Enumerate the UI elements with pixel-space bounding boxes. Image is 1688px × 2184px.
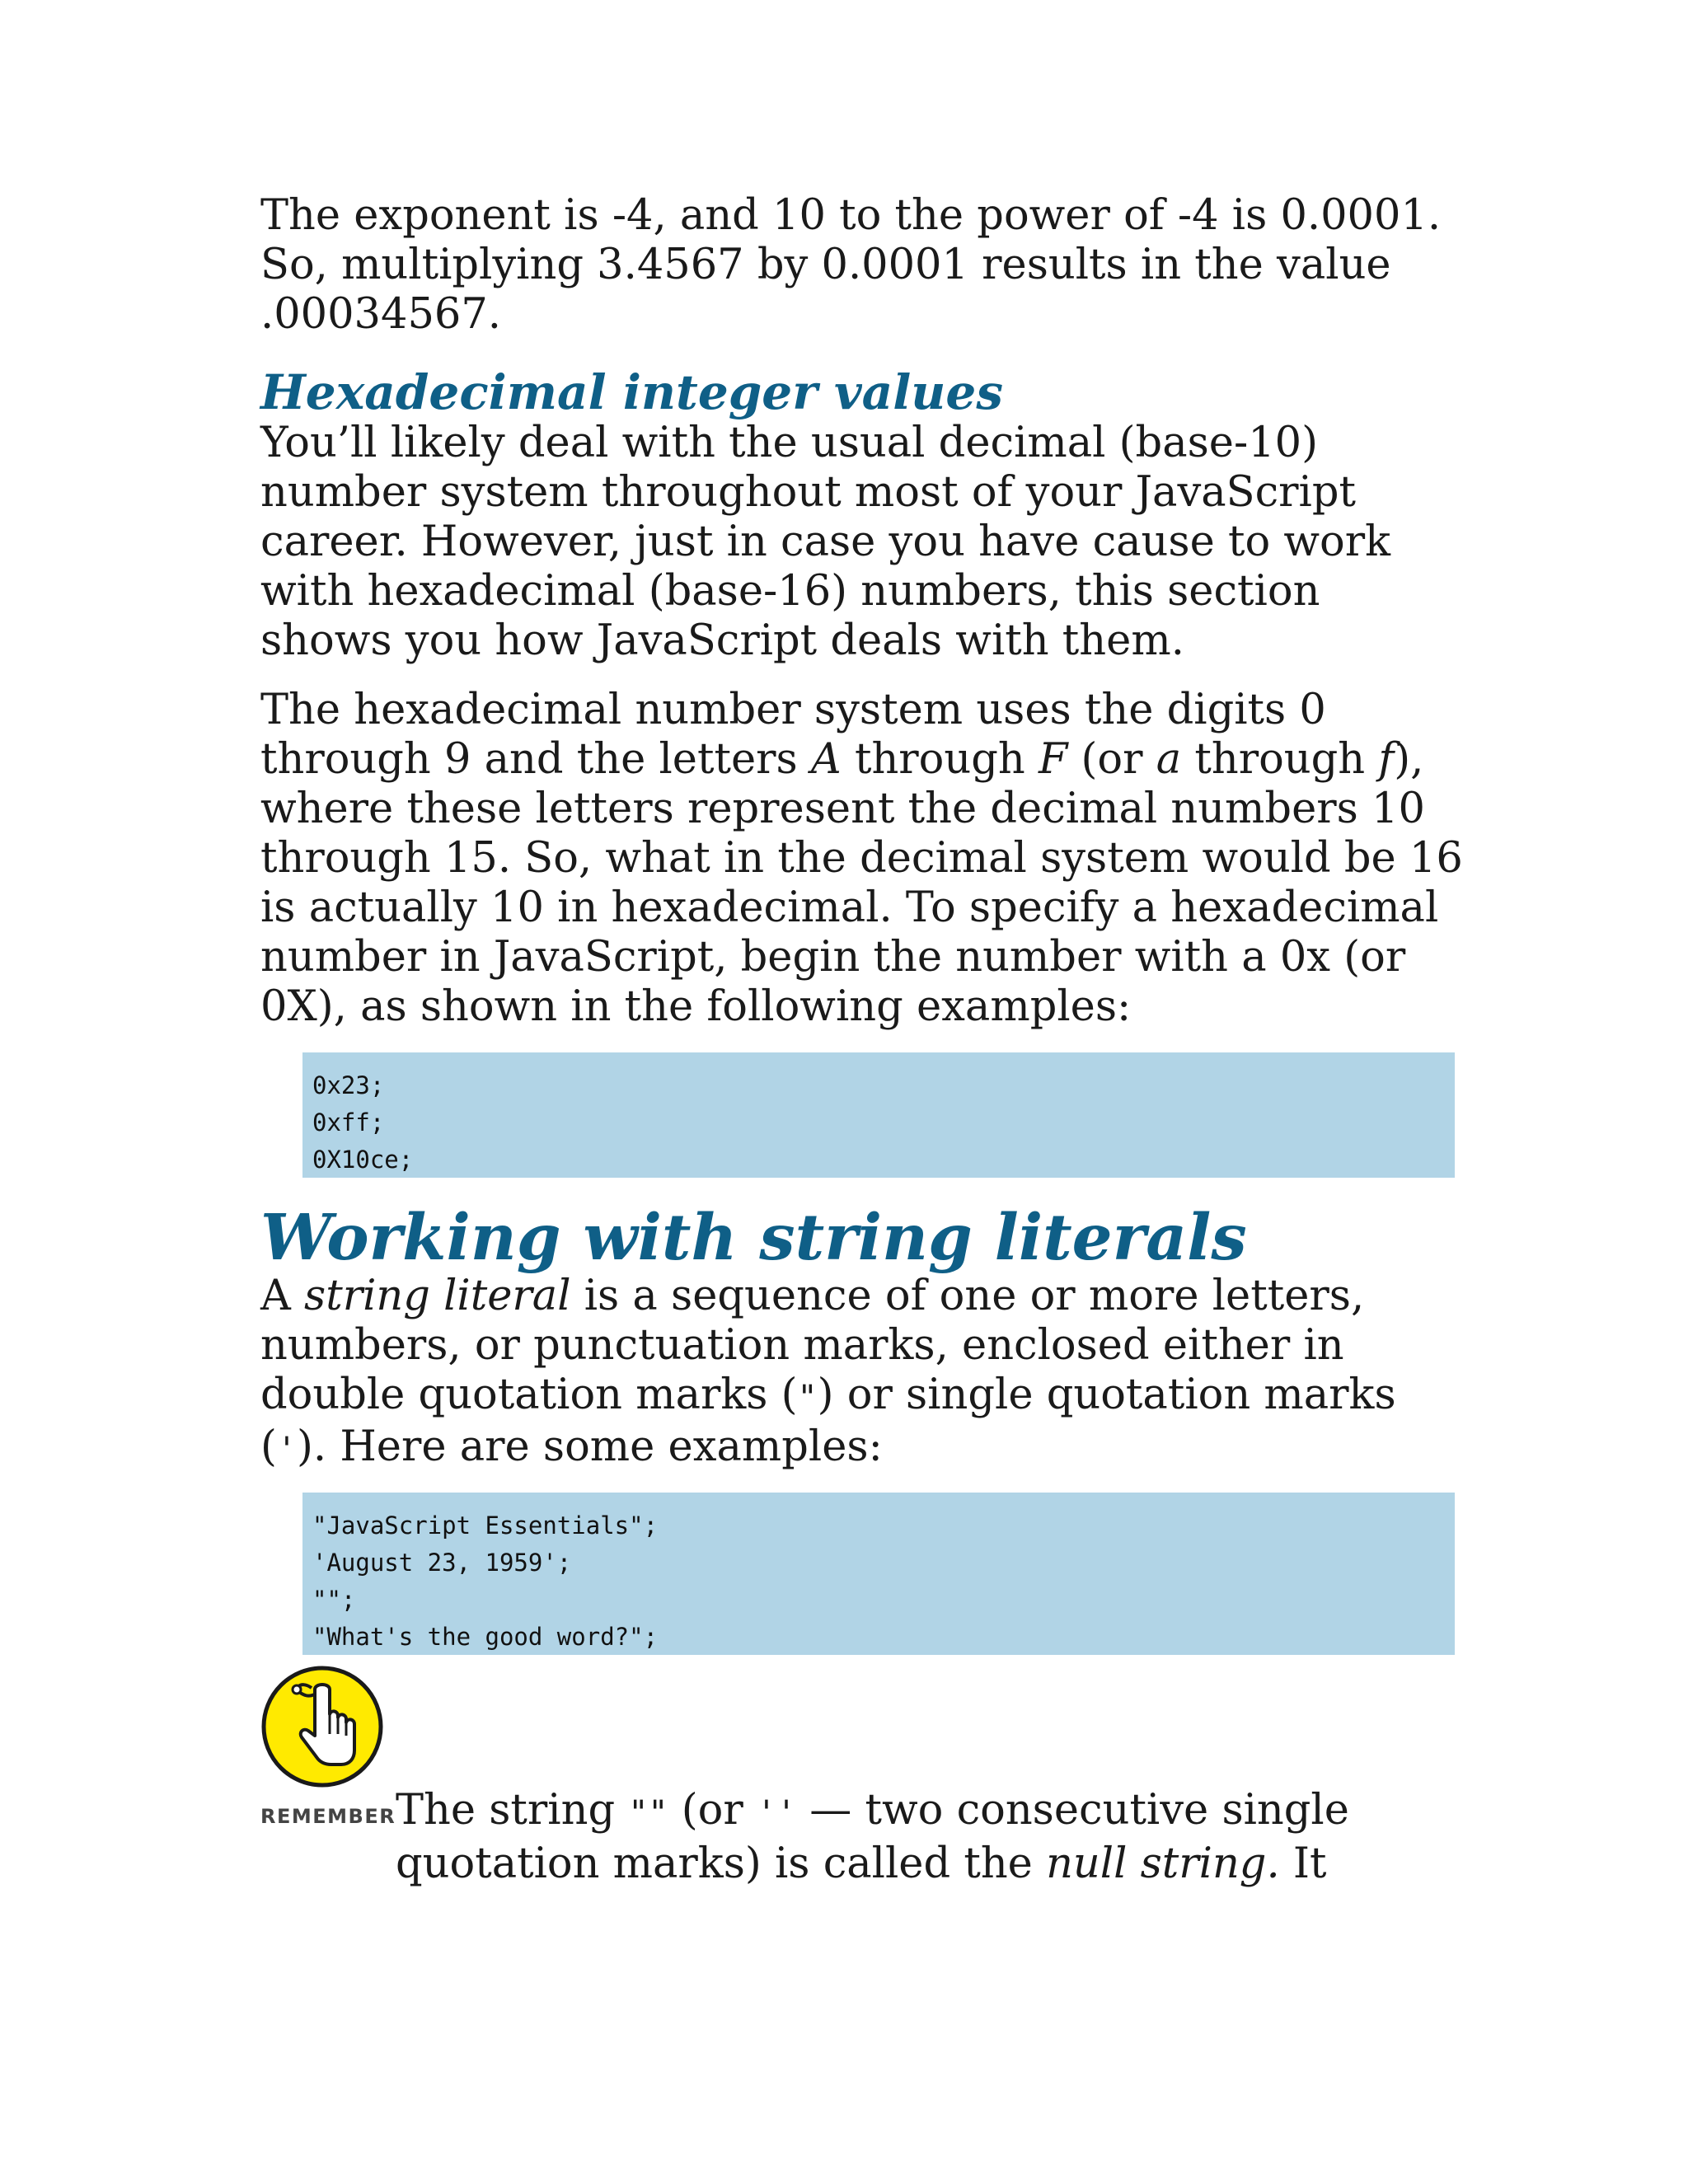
string-paragraph: [260, 1272, 1472, 1474]
text-span: It: [1279, 1840, 1327, 1888]
text-span: (or: [1067, 735, 1156, 784]
null-string-code-single: '': [756, 1794, 797, 1832]
code-line: 0x23;: [312, 1071, 385, 1099]
text-span: The hexadecimal number system uses the digits 0 through 9 and the letters: [260, 686, 1326, 784]
letter-a: a: [1156, 735, 1182, 784]
text-span: through: [1181, 735, 1379, 784]
hex-para2-block: [260, 686, 1480, 1032]
hex-para1-block: [260, 419, 1464, 666]
code-line: "";: [312, 1586, 356, 1614]
text-span: A: [260, 1272, 305, 1320]
code-line: "JavaScript Essentials";: [312, 1511, 659, 1540]
double-quote-code: ": [797, 1379, 818, 1417]
term-string-literal: string literal: [304, 1272, 571, 1320]
text-span: ), where these letters represent the decimal numbers 10 through 15. So, what in the decimal system would be 16 is actually 10 in hexadecimal. To specify a hexadecimal number in JavaScript, begin the number with a 0x (or 0X), as shown in the following examples:: [260, 735, 1463, 1031]
string-heading: Working with string literals: [260, 1201, 1247, 1275]
text-span: through: [841, 735, 1039, 784]
letter-F: F: [1038, 735, 1068, 784]
hex-heading: Hexadecimal integer values: [260, 364, 1003, 420]
remember-finger-icon: [260, 1665, 384, 1788]
text-span: The string: [396, 1786, 629, 1835]
exponent-paragraph-block: [260, 191, 1472, 340]
text-span: ) or single quotation marks (: [260, 1371, 1396, 1471]
remember-text: [396, 1785, 1467, 1890]
single-quote-code: ': [276, 1431, 297, 1469]
code-line: "What's the good word?";: [312, 1623, 659, 1651]
code-line: 0X10ce;: [312, 1146, 414, 1174]
hex-heading-block: [260, 366, 1003, 419]
letter-f: f: [1378, 735, 1395, 784]
remember-label: REMEMBER: [260, 1805, 396, 1828]
text-span: ). Here are some examples:: [297, 1422, 883, 1471]
text-span: is a sequence of one or more letters, numbers, or punctuation marks, enclosed either in double quotation marks (: [260, 1272, 1365, 1419]
hex-paragraph-1: You’ll likely deal with the usual decimal (base-10) number system throughout most of your JavaScript career. However, just in case you have cause to work with hexadecimal (base-16) numbers, this section shows you how JavaScript deals with them.: [260, 419, 1391, 665]
code-line: 'August 23, 1959';: [312, 1549, 572, 1577]
string-code-block: [302, 1493, 1455, 1655]
text-span: — two consecutive single quotation marks) is called the: [396, 1786, 1349, 1888]
text-span: (or: [668, 1786, 757, 1835]
term-null-string: null string.: [1046, 1840, 1280, 1888]
string-heading-block: [260, 1201, 1247, 1275]
code-line: 0xff;: [312, 1108, 385, 1137]
hex-paragraph-2: [260, 686, 1480, 1032]
letter-A: A: [810, 735, 842, 784]
null-string-code-double: "": [628, 1794, 668, 1832]
string-para-block: [260, 1272, 1472, 1474]
hex-code-block: [302, 1052, 1455, 1178]
exponent-paragraph: The exponent is -4, and 10 to the power of -4 is 0.0001. So, multiplying 3.4567 by 0.0001 results in the value .00034567.: [260, 191, 1442, 339]
